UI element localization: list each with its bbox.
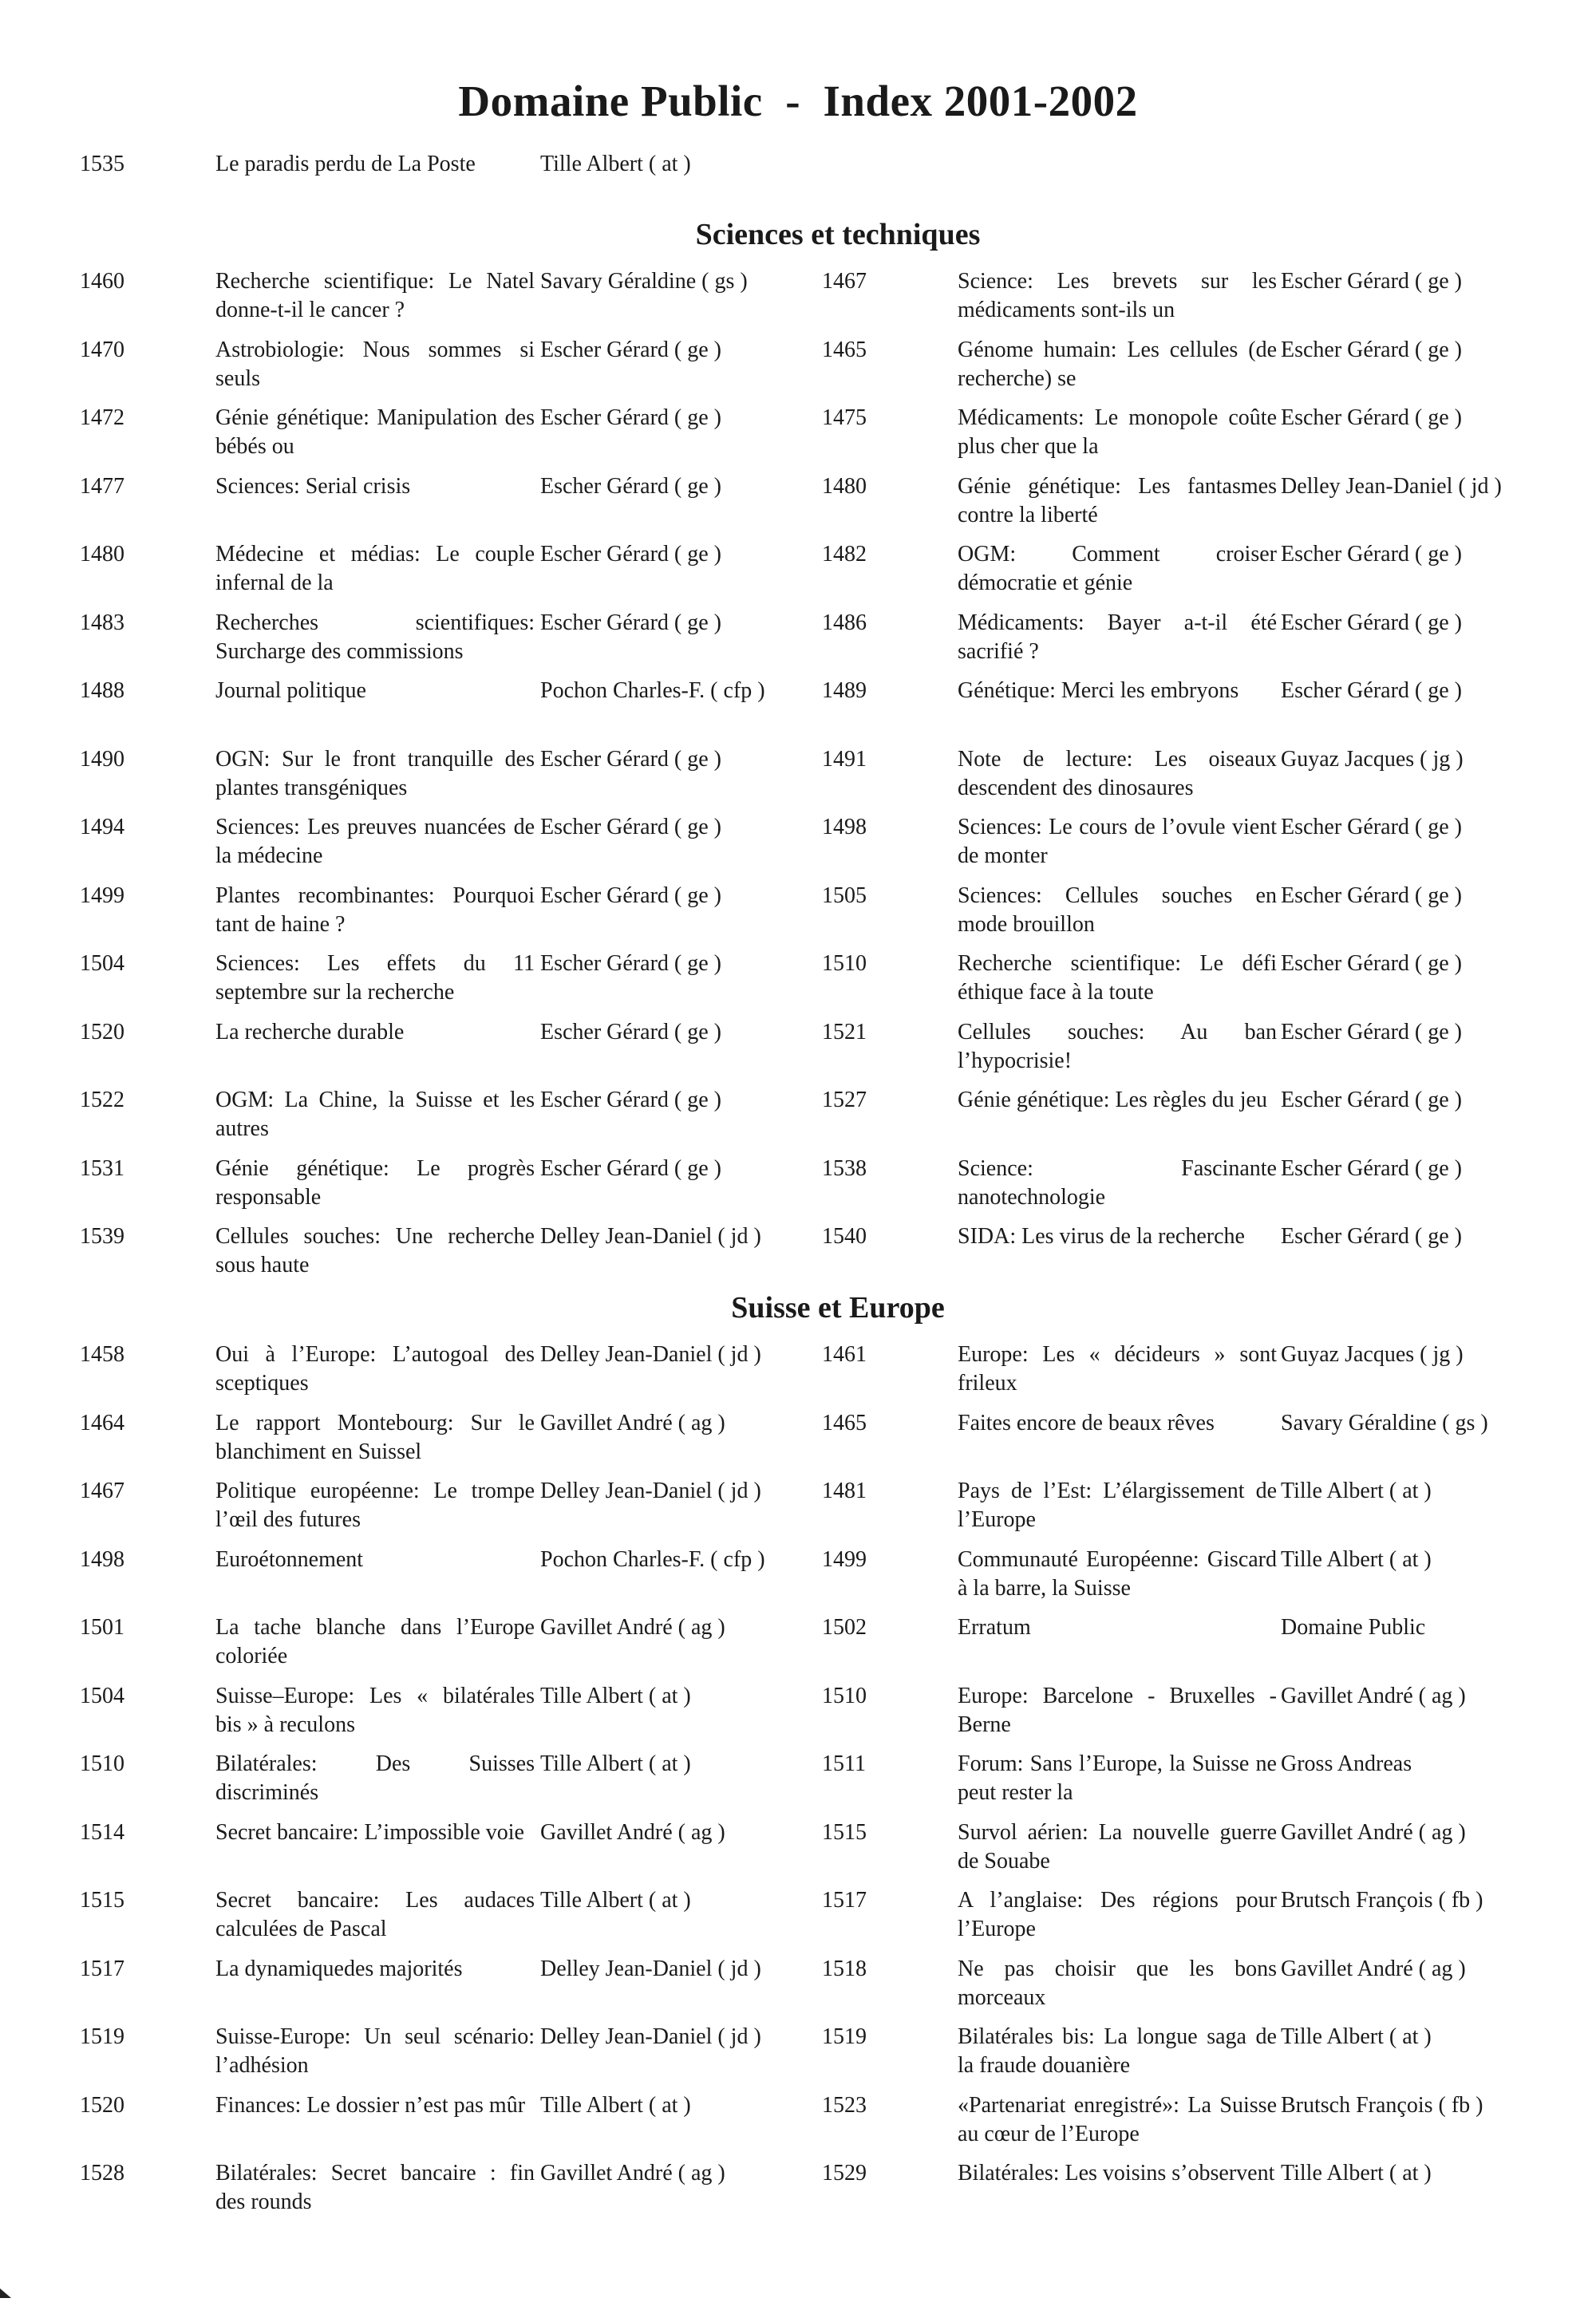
issue-number: 1491 — [822, 747, 867, 772]
article-author: Escher Gérard ( ge ) — [1281, 610, 1462, 635]
article-author: Escher Gérard ( ge ) — [1281, 883, 1462, 908]
article-author: Savary Géraldine ( gs ) — [1281, 1411, 1488, 1435]
article-author: Escher Gérard ( ge ) — [1281, 338, 1462, 362]
article-title: Recherche scientifique: Le défi éthique face à la toute — [958, 951, 1277, 1005]
article-author: Escher Gérard ( ge ) — [540, 747, 721, 772]
article-author: Gavillet André ( ag ) — [540, 1615, 725, 1640]
issue-number: 1511 — [822, 1751, 866, 1776]
issue-number: 1499 — [822, 1547, 867, 1572]
issue-number: 1510 — [822, 1684, 867, 1708]
issue-number: 1465 — [822, 338, 867, 362]
article-author: Escher Gérard ( ge ) — [540, 1088, 721, 1112]
issue-number: 1540 — [822, 1224, 867, 1249]
issue-number: 1494 — [80, 815, 124, 839]
issue-number: 1519 — [822, 2024, 867, 2049]
article-author: Escher Gérard ( ge ) — [540, 610, 721, 635]
issue-number: 1515 — [80, 1888, 124, 1913]
article-title: SIDA: Les virus de la recherche — [958, 1224, 1245, 1249]
article-title: La tache blanche dans l’Europe coloriée — [215, 1615, 535, 1668]
article-author: Domaine Public — [1281, 1615, 1426, 1640]
issue-number: 1464 — [80, 1411, 124, 1435]
article-author: Savary Géraldine ( gs ) — [540, 269, 748, 294]
issue-number: 1505 — [822, 883, 867, 908]
article-title: «Partenariat enregistré»: La Suisse au cœur de l’Europe — [958, 2093, 1277, 2146]
article-title: La recherche durable — [215, 1020, 405, 1044]
page-title: Domaine Public - Index 2001-2002 — [458, 77, 1138, 125]
article-title: Cellules souches: Une recherche sous haute — [215, 1224, 535, 1277]
issue-number: 1480 — [80, 542, 124, 567]
article-title: Science: Les brevets sur les médicaments sont-ils un — [958, 269, 1277, 322]
article-author: Delley Jean-Daniel ( jd ) — [540, 1957, 761, 1981]
article-title: Génétique: Merci les embryons — [958, 678, 1239, 703]
article-author: Delley Jean-Daniel ( jd ) — [1281, 474, 1502, 499]
article-title: Oui à l’Europe: L’autogoal des sceptiques — [215, 1342, 535, 1396]
issue-number: 1502 — [822, 1615, 867, 1640]
article-title: Sciences: Les effets du 11 septembre sur la recherche — [215, 951, 535, 1005]
article-title: Sciences: Le cours de l’ovule vient de monter — [958, 815, 1277, 868]
issue-number: 1517 — [822, 1888, 867, 1913]
article-author: Pochon Charles-F. ( cfp ) — [540, 678, 765, 703]
article-author: Gavillet André ( ag ) — [1281, 1820, 1466, 1845]
issue-number: 1490 — [80, 747, 124, 772]
issue-number: 1488 — [80, 678, 124, 703]
article-author: Escher Gérard ( ge ) — [540, 405, 721, 430]
article-author: Tille Albert ( at ) — [540, 1684, 691, 1708]
issue-number: 1481 — [822, 1479, 867, 1503]
article-title: Bilatérales: Secret bancaire : fin des rounds — [215, 2161, 535, 2214]
article-title: La dynamiquedes majorités — [215, 1957, 463, 1981]
article-author: Tille Albert ( at ) — [540, 152, 691, 176]
article-title: Génome humain: Les cellules (de recherche) se — [958, 338, 1277, 391]
article-title: Recherche scientifique: Le Natel donne-t-il le cancer ? — [215, 269, 535, 322]
article-title: Journal politique — [215, 678, 366, 703]
article-title: Bilatérales: Des Suisses discriminés — [215, 1751, 535, 1805]
article-author: Escher Gérard ( ge ) — [540, 474, 721, 499]
article-author: Escher Gérard ( ge ) — [1281, 542, 1462, 567]
issue-number: 1489 — [822, 678, 867, 703]
article-title: Suisse–Europe: Les « bilatérales bis » à reculons — [215, 1684, 535, 1737]
article-title: Communauté Européenne: Giscard à la barre, la Suisse — [958, 1547, 1277, 1601]
article-author: Tille Albert ( at ) — [1281, 1479, 1432, 1503]
issue-number: 1521 — [822, 1020, 867, 1044]
article-title: Forum: Sans l’Europe, la Suisse ne peut rester la — [958, 1751, 1277, 1805]
article-title: Génie génétique: Le progrès responsable — [215, 1156, 535, 1210]
issue-number: 1518 — [822, 1957, 867, 1981]
issue-number: 1520 — [80, 1020, 124, 1044]
section-title: Suisse et Europe — [731, 1291, 945, 1325]
issue-number: 1528 — [80, 2161, 124, 2186]
issue-number: 1458 — [80, 1342, 124, 1367]
issue-number: 1480 — [822, 474, 867, 499]
article-author: Guyaz Jacques ( jg ) — [1281, 747, 1464, 772]
article-author: Delley Jean-Daniel ( jd ) — [540, 1224, 761, 1249]
article-title: Survol aérien: La nouvelle guerre de Souabe — [958, 1820, 1277, 1874]
issue-number: 1531 — [80, 1156, 124, 1181]
article-title: Note de lecture: Les oiseaux descendent des dinosaures — [958, 747, 1277, 800]
article-title: Ne pas choisir que les bons morceaux — [958, 1957, 1277, 2010]
article-title: OGM: La Chine, la Suisse et les autres — [215, 1088, 535, 1141]
article-title: Génie génétique: Manipulation des bébés ou — [215, 405, 535, 459]
issue-number: 1498 — [822, 815, 867, 839]
article-title: Secret bancaire: Les audaces calculées de Pascal — [215, 1888, 535, 1941]
article-author: Tille Albert ( at ) — [1281, 2161, 1432, 2186]
article-author: Escher Gérard ( ge ) — [540, 951, 721, 976]
article-title: Recherches scientifiques: Surcharge des commissions — [215, 610, 535, 664]
article-author: Escher Gérard ( ge ) — [540, 883, 721, 908]
article-author: Escher Gérard ( ge ) — [540, 338, 721, 362]
issue-number: 1517 — [80, 1957, 124, 1981]
article-author: Escher Gérard ( ge ) — [1281, 678, 1462, 703]
article-title: Astrobiologie: Nous sommes si seuls — [215, 338, 535, 391]
article-author: Gavillet André ( ag ) — [540, 1820, 725, 1845]
article-title: OGN: Sur le front tranquille des plantes transgéniques — [215, 747, 535, 800]
article-title: Europe: Barcelone - Bruxelles - Berne — [958, 1684, 1277, 1737]
article-title: Plantes recombinantes: Pourquoi tant de haine ? — [215, 883, 535, 937]
article-author: Escher Gérard ( ge ) — [540, 542, 721, 567]
issue-number: 1535 — [80, 152, 124, 176]
issue-number: 1498 — [80, 1547, 124, 1572]
article-author: Gavillet André ( ag ) — [540, 2161, 725, 2186]
article-author: Guyaz Jacques ( jg ) — [1281, 1342, 1464, 1367]
article-title: Génie génétique: Les fantasmes contre la liberté — [958, 474, 1277, 527]
article-title: Suisse-Europe: Un seul scénario: l’adhésion — [215, 2024, 535, 2078]
article-title: Bilatérales: Les voisins s’observent — [958, 2161, 1275, 2186]
article-title: Médecine et médias: Le couple infernal de la — [215, 542, 535, 595]
issue-number: 1529 — [822, 2161, 867, 2186]
issue-number: 1483 — [80, 610, 124, 635]
scan-corner-mark — [0, 2288, 11, 2298]
issue-number: 1501 — [80, 1615, 124, 1640]
article-author: Gavillet André ( ag ) — [540, 1411, 725, 1435]
article-title: Sciences: Les preuves nuancées de la médecine — [215, 815, 535, 868]
article-author: Gross Andreas — [1281, 1751, 1412, 1776]
article-title: Pays de l’Est: L’élargissement de l’Europe — [958, 1479, 1277, 1532]
issue-number: 1465 — [822, 1411, 867, 1435]
article-author: Gavillet André ( ag ) — [1281, 1684, 1466, 1708]
section-title: Sciences et techniques — [695, 218, 981, 251]
issue-number: 1486 — [822, 610, 867, 635]
article-author: Tille Albert ( at ) — [540, 2093, 691, 2118]
issue-number: 1467 — [80, 1479, 124, 1503]
article-author: Escher Gérard ( ge ) — [540, 1156, 721, 1181]
issue-number: 1510 — [822, 951, 867, 976]
article-author: Escher Gérard ( ge ) — [1281, 815, 1462, 839]
article-author: Tille Albert ( at ) — [1281, 2024, 1432, 2049]
article-author: Escher Gérard ( ge ) — [1281, 1020, 1462, 1044]
article-title: Cellules souches: Au ban l’hypocrisie! — [958, 1020, 1277, 1073]
article-author: Tille Albert ( at ) — [540, 1888, 691, 1913]
article-title: Le paradis perdu de La Poste — [215, 152, 476, 176]
article-title: Science: Fascinante nanotechnologie — [958, 1156, 1277, 1210]
article-author: Escher Gérard ( ge ) — [540, 1020, 721, 1044]
article-author: Gavillet André ( ag ) — [1281, 1957, 1466, 1981]
article-author: Escher Gérard ( ge ) — [1281, 1224, 1462, 1249]
article-title: Finances: Le dossier n’est pas mûr — [215, 2093, 526, 2118]
article-author: Escher Gérard ( ge ) — [1281, 1156, 1462, 1181]
article-title: Euroétonnement — [215, 1547, 364, 1572]
issue-number: 1514 — [80, 1820, 124, 1845]
article-title: Médicaments: Le monopole coûte plus cher que la — [958, 405, 1277, 459]
issue-number: 1539 — [80, 1224, 124, 1249]
article-title: OGM: Comment croiser démocratie et génie — [958, 542, 1277, 595]
article-title: Bilatérales bis: La longue saga de la fraude douanière — [958, 2024, 1277, 2078]
article-author: Brutsch François ( fb ) — [1281, 2093, 1483, 2118]
issue-number: 1504 — [80, 1684, 124, 1708]
article-title: Médicaments: Bayer a-t-il été sacrifié ? — [958, 610, 1277, 664]
article-title: Faites encore de beaux rêves — [958, 1411, 1215, 1435]
issue-number: 1472 — [80, 405, 124, 430]
article-title: Europe: Les « décideurs » sont frileux — [958, 1342, 1277, 1396]
article-author: Delley Jean-Daniel ( jd ) — [540, 1479, 761, 1503]
issue-number: 1510 — [80, 1751, 124, 1776]
issue-number: 1475 — [822, 405, 867, 430]
article-author: Pochon Charles-F. ( cfp ) — [540, 1547, 765, 1572]
issue-number: 1470 — [80, 338, 124, 362]
issue-number: 1519 — [80, 2024, 124, 2049]
issue-number: 1499 — [80, 883, 124, 908]
issue-number: 1467 — [822, 269, 867, 294]
issue-number: 1461 — [822, 1342, 867, 1367]
issue-number: 1522 — [80, 1088, 124, 1112]
article-author: Escher Gérard ( ge ) — [1281, 951, 1462, 976]
article-title: A l’anglaise: Des régions pour l’Europe — [958, 1888, 1277, 1941]
article-title: Secret bancaire: L’impossible voie — [215, 1820, 524, 1845]
article-author: Escher Gérard ( ge ) — [1281, 1088, 1462, 1112]
article-title: Le rapport Montebourg: Sur le blanchiment en Suissel — [215, 1411, 535, 1464]
article-title: Politique européenne: Le trompe l’œil des futures — [215, 1479, 535, 1532]
article-author: Tille Albert ( at ) — [1281, 1547, 1432, 1572]
article-author: Escher Gérard ( ge ) — [1281, 405, 1462, 430]
article-author: Escher Gérard ( ge ) — [540, 815, 721, 839]
article-title: Erratum — [958, 1615, 1031, 1640]
article-author: Delley Jean-Daniel ( jd ) — [540, 1342, 761, 1367]
article-author: Delley Jean-Daniel ( jd ) — [540, 2024, 761, 2049]
article-title: Sciences: Serial crisis — [215, 474, 411, 499]
article-title: Génie génétique: Les règles du jeu — [958, 1088, 1267, 1112]
issue-number: 1504 — [80, 951, 124, 976]
issue-number: 1515 — [822, 1820, 867, 1845]
issue-number: 1520 — [80, 2093, 124, 2118]
issue-number: 1527 — [822, 1088, 867, 1112]
issue-number: 1538 — [822, 1156, 867, 1181]
issue-number: 1482 — [822, 542, 867, 567]
issue-number: 1523 — [822, 2093, 867, 2118]
issue-number: 1460 — [80, 269, 124, 294]
article-author: Tille Albert ( at ) — [540, 1751, 691, 1776]
issue-number: 1477 — [80, 474, 124, 499]
article-title: Sciences: Cellules souches en mode brouillon — [958, 883, 1277, 937]
article-author: Escher Gérard ( ge ) — [1281, 269, 1462, 294]
article-author: Brutsch François ( fb ) — [1281, 1888, 1483, 1913]
